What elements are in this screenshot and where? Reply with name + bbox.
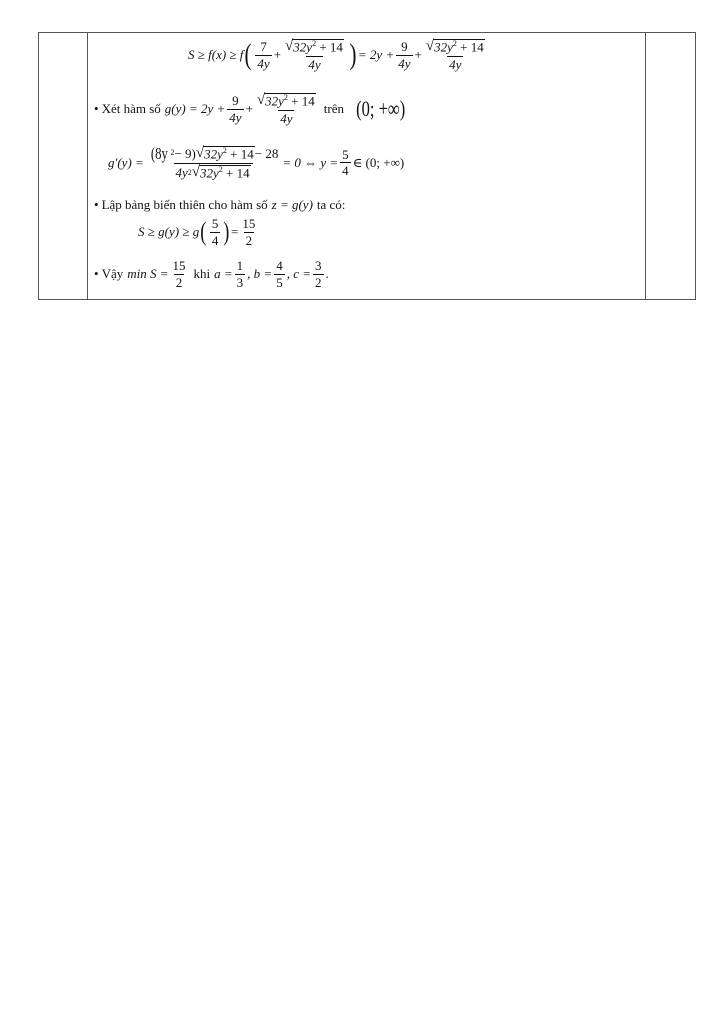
consider-function-line: • Xét hàm số g(y) = 2y + $\frac{9}{4y}$ + √ $32y^2 + 14$ 4y trên (0; +∞) <box>94 92 406 126</box>
derivative-line: g′(y) = (8y 2 − 9) √ $32y^2 + 14$ − 28 4y 2 √ $32y^2 + 14$ = 0 ⇔ y = $\frac{5}{4}$ ∈ (0; +∞) <box>108 144 405 181</box>
fraction-sqrt-over-4y-2: √ $32y^2 + 14$ 4y <box>425 38 484 72</box>
inequality-lhs: S ≥ f(x) ≥ f <box>188 47 244 63</box>
right-paren: ) <box>349 38 357 72</box>
solution-table <box>38 32 696 300</box>
content-cell <box>88 33 646 300</box>
left-paren: ( <box>244 38 252 72</box>
fraction-7-over-4y: $\frac{7}{4y}$ <box>257 38 270 71</box>
left-margin-cell <box>39 33 88 300</box>
variation-table-line: • Lập bảng biến thiên cho hàm số z = g(y) ta có: <box>94 197 346 212</box>
right-margin-cell <box>646 33 696 300</box>
fraction-sqrt-over-4y: √ $32y^2 + 14$ 4y <box>285 38 343 72</box>
fraction-9-over-4y: $\frac{9}{4y}$ <box>398 38 411 71</box>
interval: (0; +∞) <box>356 96 406 122</box>
inequality-line-2: S ≥ g(y) ≥ g ( $\frac{5}{4}$ ) = $\frac{15}{2}$ <box>138 216 256 248</box>
conclusion-line: • Vậy min S = $\frac{15}{2}$ khi a = $\frac{1}{3}$ , b = $\frac{4}{5}$ , c = $\frac{3}{2}$ . <box>94 258 329 290</box>
sqrt-expression: √ $32y^2 + 14$ <box>285 38 343 55</box>
inequality-line-1: S ≥ f(x) ≥ f ( $\frac{7}{4y}$ + √ $32y^2 + 14$ 4y ) = 2y + $\frac{9}{4y}$ + √ $32y^2 + 14$ 4y <box>188 39 489 71</box>
derivative-fraction: (8y 2 − 9) √ $32y^2 + 14$ − 28 4y 2 √ $32y^2 + 14$ <box>150 144 279 181</box>
